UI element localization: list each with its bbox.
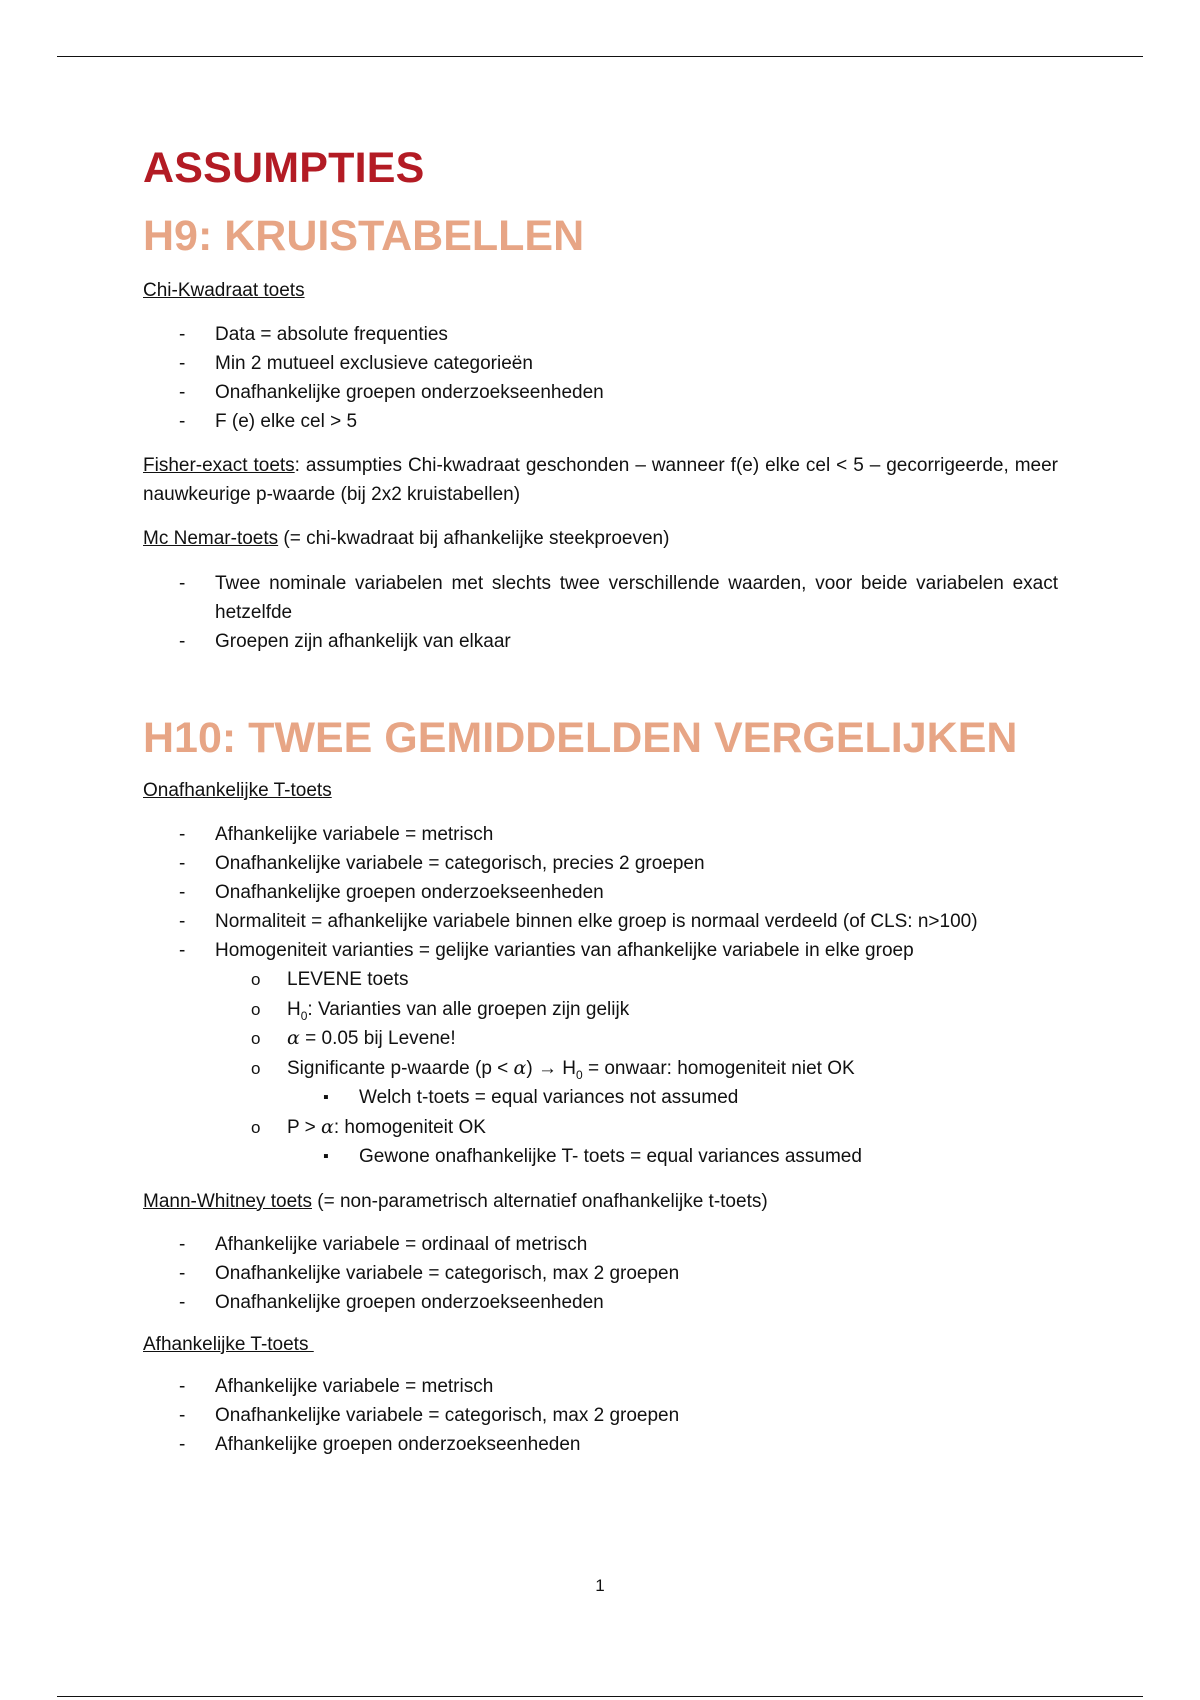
sub-list-item: o LEVENE toets xyxy=(143,965,1058,995)
chi-kwadraat-list xyxy=(143,320,1058,436)
sub-list-item: o α = 0.05 bij Levene! xyxy=(143,1024,1058,1054)
sub-list-item: o Significante p-waarde $(p < \alpha) \to H_0$ = onwaar: homogeniteit niet OK ▪ Welch t-toets = equal variances not assumed xyxy=(143,1054,1058,1113)
afhankelijke-t-label: Afhankelijke T-toets xyxy=(143,1333,314,1355)
fisher-text: : assumpties Chi-kwadraat geschonden – wanneer f(e) elke cel < 5 – gecorrigeerde, meer nauwkeurige p-waarde (bij 2x2 kruistabellen) xyxy=(143,455,1058,505)
mann-whitney-list xyxy=(143,1230,1058,1317)
afhankelijke-t-list xyxy=(143,1372,1058,1459)
list-item: - Onafhankelijke groepen onderzoekseenheden xyxy=(143,1288,1058,1317)
list-item: - F (e) elke cel > 5 xyxy=(143,407,1058,436)
mann-whitney-paragraph xyxy=(143,1187,1058,1216)
list-item: - Onafhankelijke variabele = categorisch, precies 2 groepen xyxy=(143,849,1058,878)
list-item: - Afhankelijke groepen onderzoekseenheden xyxy=(143,1430,1058,1459)
mann-whitney-label: Mann-Whitney toets xyxy=(143,1190,312,1212)
onafhankelijke-t-list xyxy=(143,820,1058,1172)
chapter-heading-h9: H9: KRUISTABELLEN xyxy=(143,212,585,260)
mcnemar-label: Mc Nemar-toets xyxy=(143,528,279,549)
onafhankelijke-t-label: Onafhankelijke T-toets xyxy=(143,780,332,801)
fisher-paragraph xyxy=(143,451,1058,509)
list-item: - Onafhankelijke groepen onderzoekseenheden xyxy=(143,878,1058,907)
bottom-rule xyxy=(57,1696,1143,1697)
chapter-heading-h10: H10: TWEE GEMIDDELDEN VERGELIJKEN xyxy=(143,714,1018,762)
list-item: - Onafhankelijke variabele = categorisch, max 2 groepen xyxy=(143,1259,1058,1288)
sub-sub-list-item: ▪ Gewone onafhankelijke T- toets = equal variances assumed xyxy=(143,1142,1058,1172)
fisher-label: Fisher-exact toets xyxy=(143,455,295,476)
list-item: - Onafhankelijke groepen onderzoekseenheden xyxy=(143,378,1058,407)
chi-kwadraat-label: Chi-Kwadraat toets xyxy=(143,280,305,301)
list-item: - Afhankelijke variabele = metrisch xyxy=(143,820,1058,849)
page-content xyxy=(143,140,1058,1459)
list-item: - Afhankelijke variabele = metrisch xyxy=(143,1372,1058,1401)
mann-whitney-text: (= non-parametrisch alternatief onafhankelijke t-toets) xyxy=(311,1190,768,1212)
mcnemar-paragraph xyxy=(143,524,1058,553)
list-item: - Afhankelijke variabele = ordinaal of metrisch xyxy=(143,1230,1058,1259)
sub-list-item: o P > α: homogeniteit OK ▪ Gewone onafhankelijke T- toets = equal variances assumed xyxy=(143,1113,1058,1172)
list-item: - Data = absolute frequenties xyxy=(143,320,1058,349)
list-item: - Groepen zijn afhankelijk van elkaar xyxy=(143,627,1058,656)
homogeniteit-sublist xyxy=(215,965,1058,1172)
welch-sublist xyxy=(287,1083,1058,1113)
list-item: - Min 2 mutueel exclusieve categorieën xyxy=(143,349,1058,378)
list-item: - Onafhankelijke variabele = categorisch, max 2 groepen xyxy=(143,1401,1058,1430)
mcnemar-text: (= chi-kwadraat bij afhankelijke steekproeven) xyxy=(278,528,670,549)
page-title: ASSUMPTIES xyxy=(143,144,425,192)
page-number: 1 xyxy=(595,1576,605,1595)
list-item: - Twee nominale variabelen met slechts twee verschillende waarden, voor beide variabelen exact hetzelfde xyxy=(143,569,1058,627)
sub-sub-list-item: ▪ Welch t-toets = equal variances not assumed xyxy=(143,1083,1058,1113)
sub-list-item: o $H_0$: Varianties van alle groepen zijn gelijk xyxy=(143,995,1058,1025)
list-item: - Homogeniteit varianties = gelijke varianties van afhankelijke variabele in elke groep o LEVENE toets o $H_0$: Varianties van alle groepen zijn gelijk o α = 0.05 bij Levene! o Significante p-waarde $(p < \alpha) \to H_0$ = onwaar: homogeniteit niet OK ▪ Welch t-toets = equal variances not assumed o P > α: homogeniteit OK ▪ Gewone onafhankelijke T- toets = equal variances assumed xyxy=(143,936,1058,1172)
list-item: - Normaliteit = afhankelijke variabele binnen elke groep is normaal verdeeld (of CLS: n>100) xyxy=(143,907,1058,936)
gewone-sublist xyxy=(287,1142,1058,1172)
mcnemar-list xyxy=(143,569,1058,656)
top-rule xyxy=(57,56,1143,57)
